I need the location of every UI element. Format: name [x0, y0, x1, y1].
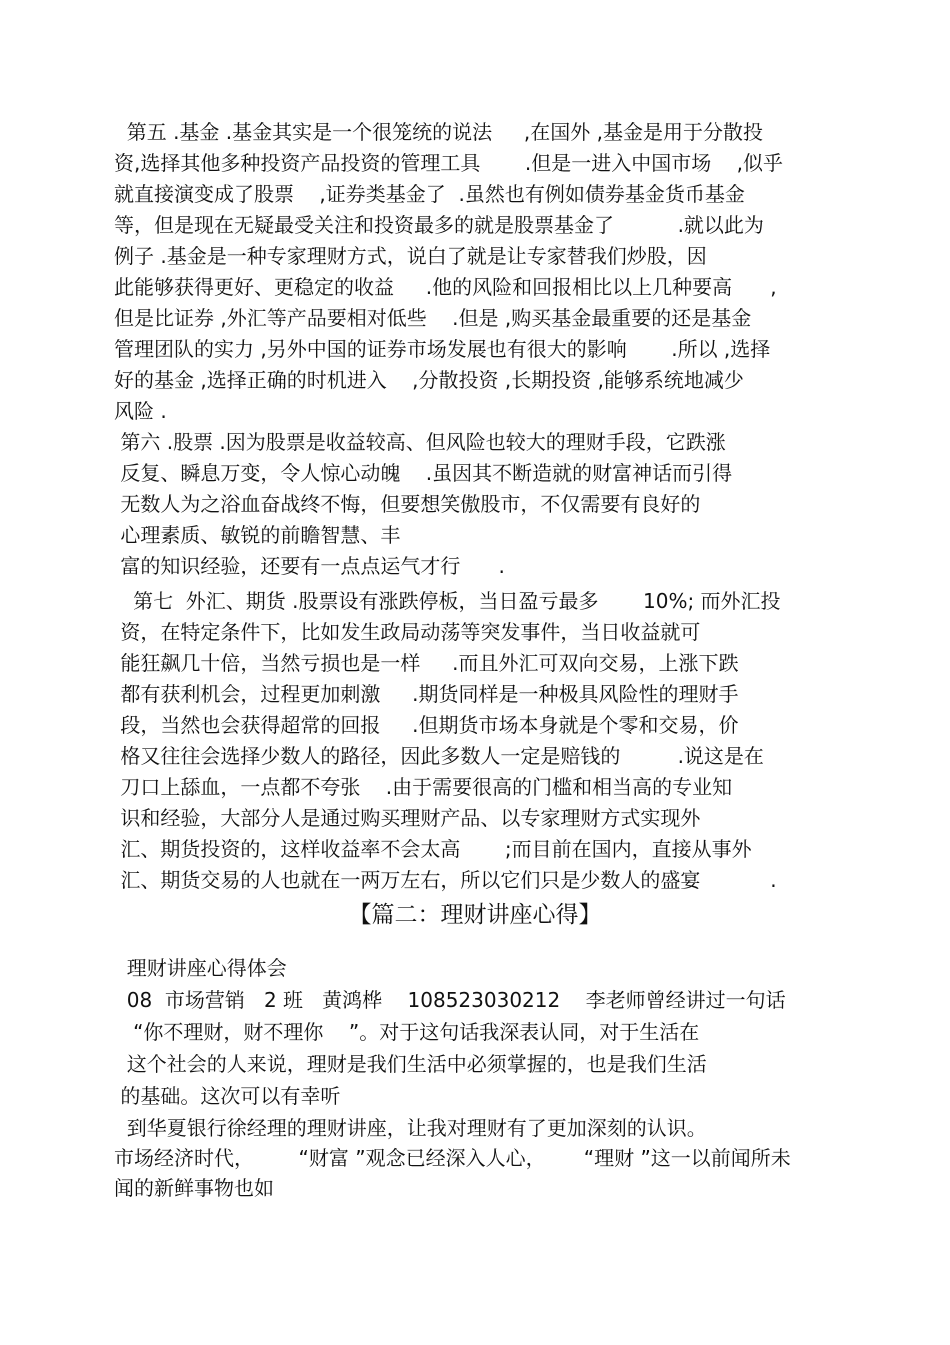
body-line: 心理素质、敏锐的前瞻智慧、丰 [114, 523, 401, 547]
body-line: 第五 .基金 .基金其实是一个很笼统的说法 ,在国外 ,基金是用于分散投 [114, 120, 764, 144]
body-line: 市场经济时代， “财富 ”观念已经深入人心， “理财 ”这一以前闻所未 [114, 1146, 791, 1170]
body-line: 汇、期货投资的，这样收益率不会太高 ;而目前在国内，直接从事外 [114, 837, 752, 861]
body-line: 这个社会的人来说，理财是我们生活中必须掌握的，也是我们生活 [114, 1052, 707, 1076]
body-line: 汇、期货交易的人也就在一两万左右，所以它们只是少数人的盛宴 . [114, 868, 777, 892]
body-line: 第六 .股票 .因为股票是收益较高、但风险也较大的理财手段，它跌涨 [114, 430, 726, 454]
body-line: 都有获利机会，过程更加刺激 .期货同样是一种极具风险性的理财手 [114, 682, 739, 706]
body-line: 但是比证券 ,外汇等产品要相对低些 .但是 ,购买基金最重要的还是基金 [114, 306, 752, 330]
body-line: 第七 外汇、期货 .股票设有涨跌停板，当日盈亏最多 10%; 而外汇投 [114, 589, 781, 613]
body-line: 识和经验，大部分人是通过购买理财产品、以专家理财方式实现外 [114, 806, 701, 830]
body-line: 富的知识经验，还要有一点点运气才行 . [114, 554, 505, 578]
body-line: 刀口上舔血，一点都不夸张 .由于需要很高的门槛和相当高的专业知 [114, 775, 733, 799]
body-line: “你不理财，财不理你 ”。对于这句话我深表认同，对于生活在 [114, 1020, 700, 1044]
body-line: 等，但是现在无疑最受关注和投资最多的就是股票基金了 .就以此为 [114, 213, 764, 237]
body-line: 风险 . [114, 399, 167, 423]
body-line: 08 市场营销 2 班 黄鸿桦 108523030212 李老师曾经讲过一句话 [114, 988, 786, 1012]
body-line: 资，在特定条件下，比如发生政局动荡等突发事件，当日收益就可 [114, 620, 701, 644]
body-line: 到华夏银行徐经理的理财讲座，让我对理财有了更加深刻的认识。 [114, 1116, 707, 1140]
body-line: 理财讲座心得体会 [114, 956, 287, 980]
body-line: 例子 .基金是一种专家理财方式，说白了就是让专家替我们炒股，因 [114, 244, 707, 268]
body-line: 段，当然也会获得超常的回报 .但期货市场本身就是个零和交易，价 [114, 713, 739, 737]
body-line: 闻的新鲜事物也如 [114, 1176, 274, 1200]
body-line: 就直接演变成了股票 ,证券类基金了 .虽然也有例如债券基金货币基金 [114, 182, 745, 206]
body-line: 管理团队的实力 ,另外中国的证券市场发展也有很大的影响 .所以 ,选择 [114, 337, 771, 361]
body-line: 的基础。这次可以有幸听 [114, 1084, 341, 1108]
body-line: 反复、瞬息万变，令人惊心动魄 .虽因其不断造就的财富神话而引得 [114, 461, 733, 485]
body-line: 资,选择其他多种投资产品投资的管理工具 .但是一进入中国市场 ,似乎 [114, 151, 784, 175]
body-line: 此能够获得更好、更稳定的收益 .他的风险和回报相比以上几种要高 , [114, 275, 777, 299]
body-line: 能狂飙几十倍，当然亏损也是一样 .而且外汇可双向交易，上涨下跌 [114, 651, 739, 675]
body-line: 格又往往会选择少数人的路径，因此多数人一定是赔钱的 .说这是在 [114, 744, 764, 768]
body-line: 好的基金 ,选择正确的时机进入 ,分散投资 ,长期投资 ,能够系统地减少 [114, 368, 744, 392]
body-line: 无数人为之浴血奋战终不悔，但要想笑傲股市，不仅需要有良好的 [114, 492, 701, 516]
section-heading: 【篇二：理财讲座心得】 [348, 902, 602, 928]
